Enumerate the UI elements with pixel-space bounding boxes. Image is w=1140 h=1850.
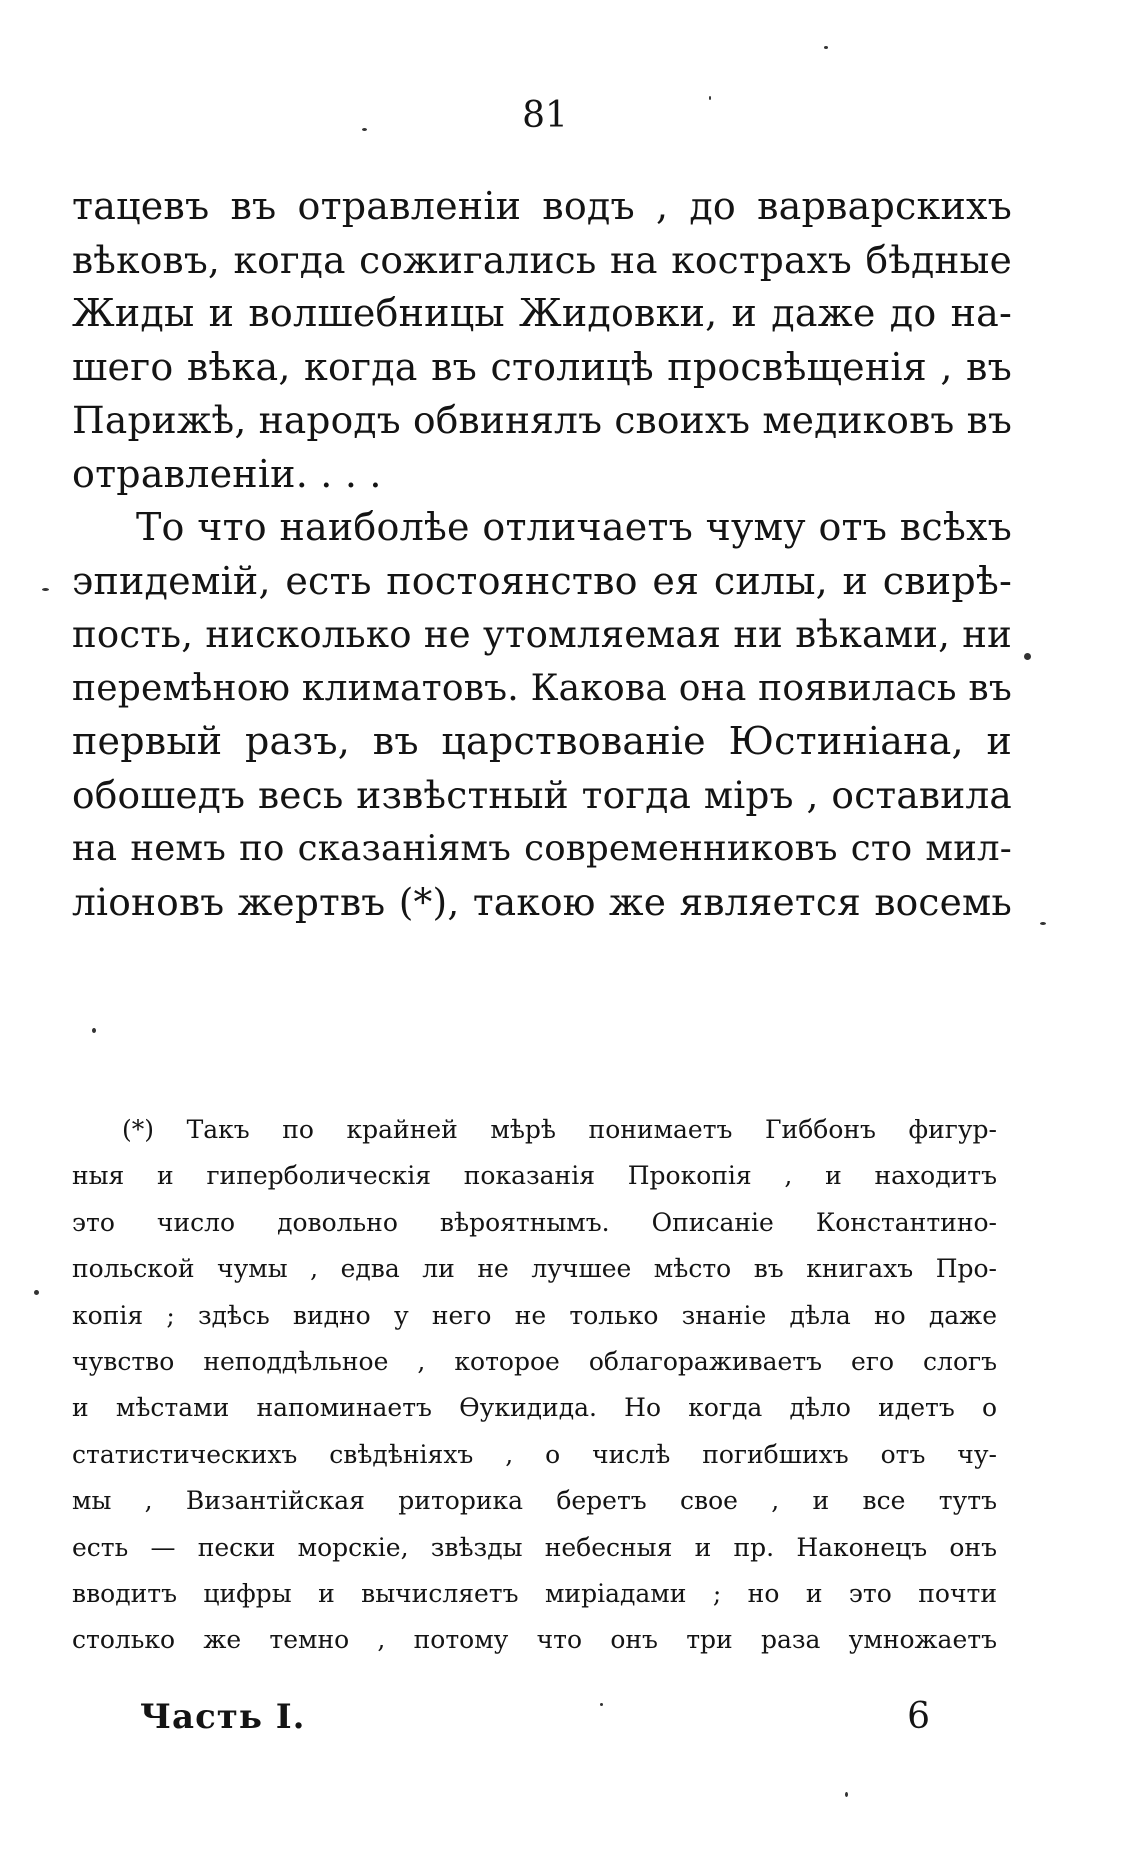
scan-speck [92, 1028, 96, 1033]
main-text-line: отравленіи. . . . [72, 451, 382, 496]
main-text-line: пость, нисколько не утомляемая ни вѣками, ни [72, 613, 1012, 656]
main-text-line: ліоновъ жертвъ (*), такою же является восемь [72, 879, 1012, 924]
scan-speck [824, 46, 828, 49]
footnote-line: вводитъ цифры и вычисляетъ миріадами ; но и это почти [72, 1579, 997, 1609]
footnote-line: мы , Византійская риторика беретъ свое , и все тутъ [72, 1486, 997, 1516]
paragraph-start-line: То что наиболѣе отличаетъ чуму отъ всѣхъ [136, 505, 1012, 549]
footnote-line: ныя и гиперболическія показанія Прокопія , и находитъ [72, 1161, 997, 1191]
scan-speck [362, 128, 367, 131]
scan-speck [34, 1290, 39, 1295]
footnote-line: есть — пески морскіе, звѣзды небесныя и пр. Наконецъ онъ [72, 1532, 997, 1562]
scan-speck [600, 1703, 603, 1706]
scan-speck [1040, 922, 1046, 925]
footnote-line: чувство неподдѣльное , которое облагораживаетъ его слогъ [72, 1347, 997, 1377]
footnote-line: копія ; здѣсь видно у него не только знаніе дѣла но даже [72, 1300, 997, 1330]
scan-speck [709, 96, 711, 100]
main-text-line: Парижѣ, народъ обвинялъ своихъ медиковъ въ [72, 398, 1012, 442]
footnote-line: это число довольно вѣроятнымъ. Описаніе Константино- [72, 1207, 997, 1237]
page-number: 81 [522, 95, 568, 136]
main-text-line: первый разъ, въ царствованіе Юстиніана, и [72, 719, 1012, 763]
main-text-line: тацевъ въ отравленіи водъ , до варварскихъ [72, 184, 1012, 228]
footnote-line: статистическихъ свѣдѣніяхъ , о числѣ погибшихъ отъ чу- [72, 1439, 997, 1469]
main-text-line: Жиды и волшебницы Жидовки, и даже до на- [72, 291, 1012, 335]
signature-mark: Часть I. [140, 1697, 306, 1737]
main-text [72, 180, 1012, 929]
footnote-line: столько же темно , потому что онъ три раза умножаетъ [72, 1625, 997, 1655]
scan-speck [42, 588, 49, 591]
footnote [72, 1107, 997, 1664]
scan-speck [845, 1792, 848, 1797]
page-footer [140, 1696, 930, 1742]
main-text-line: эпидемій, есть постоянство ея силы, и свирѣ- [72, 558, 1012, 603]
main-text-line: обошедъ весь извѣстный тогда міръ , оставила [72, 772, 1012, 817]
main-text-line: вѣковъ, когда сожигались на кострахъ бѣдные [72, 237, 1012, 282]
scan-speck [1024, 653, 1031, 660]
footnote-line: польской чумы , едва ли не лучшее мѣсто въ книгахъ Про- [72, 1254, 997, 1284]
main-text-line: шего вѣка, когда въ столицѣ просвѣщенія , въ [72, 344, 1012, 389]
footnote-line: (*) Такъ по крайней мѣрѣ понимаетъ Гиббонъ фигур- [122, 1115, 997, 1144]
main-text-line: перемѣною климатовъ. Какова она появилась въ [72, 667, 1012, 709]
main-text-line: на немъ по сказаніямъ современниковъ сто мил- [72, 828, 1012, 869]
footnote-line: и мѣстами напоминаетъ Ѳукидида. Но когда дѣло идетъ о [72, 1393, 997, 1423]
sheet-number: 6 [907, 1696, 930, 1737]
